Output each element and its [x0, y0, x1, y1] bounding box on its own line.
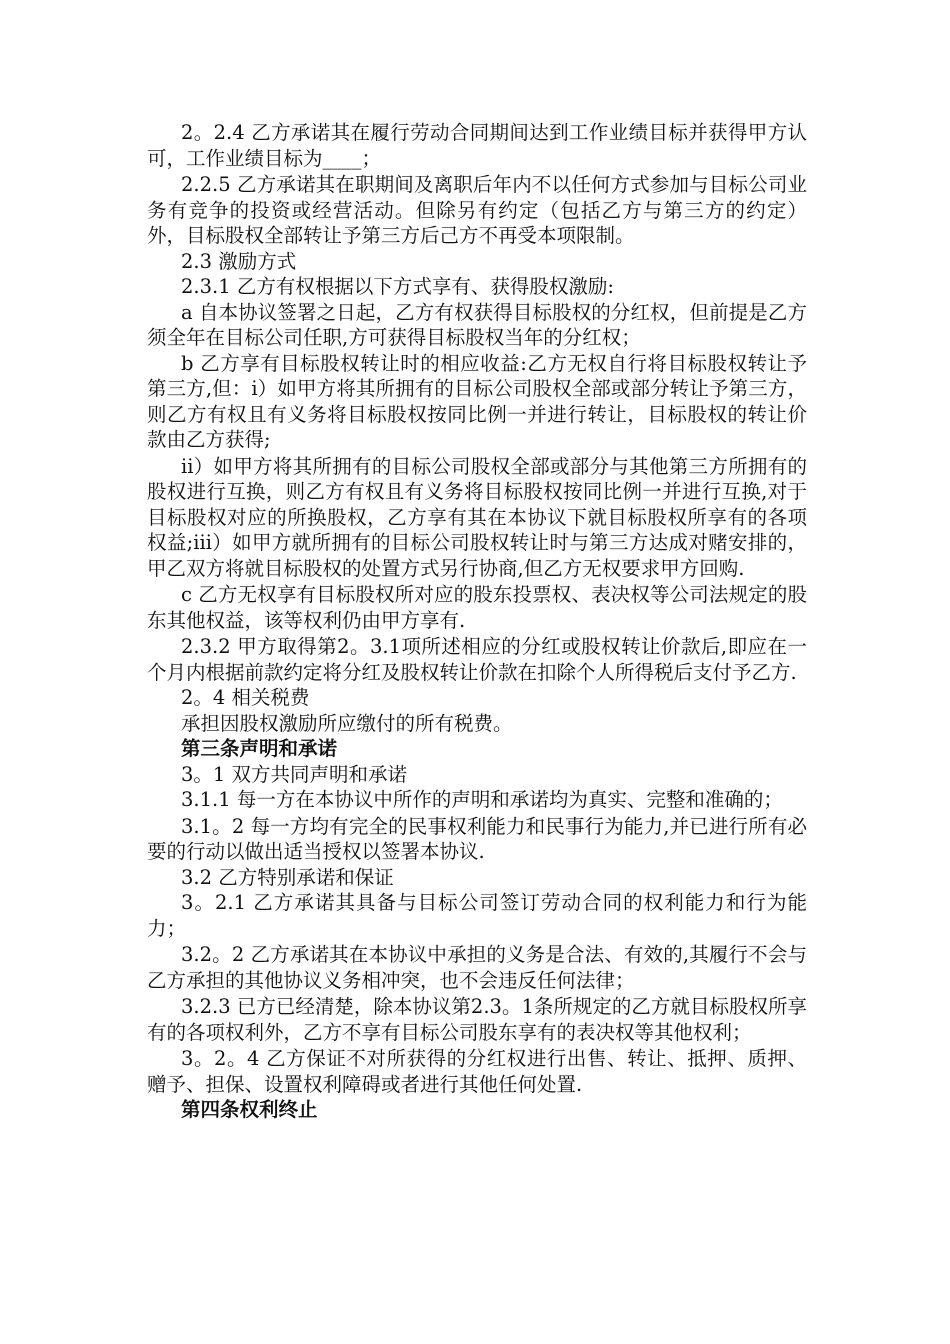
paragraph-2-3-1: 2.3.1 乙方有权根据以下方式享有、获得股权激励:	[181, 275, 614, 298]
paragraph-item-a: a 自本协议签署之日起，乙方有权获得目标股权的分红权，但前提是乙方须全年在目标公司任职,方可获得目标股权当年的分红权；	[147, 300, 807, 349]
paragraph-item-b: b 乙方享有目标股权转让时的相应收益:乙方无权自行将目标股权转让予第三方,但：i）如甲方将其所拥有的目标公司股权全部或部分转让予第三方，则乙方有权且有义务将目标股权按同比例一并进行转让，目标股权的转让价款由乙方获得;	[147, 351, 807, 451]
paragraph-3-1-2: 3.1。2 每一方均有完全的民事权利能力和民事行为能力,并已进行所有必要的行动以做出适当授权以签署本协议.	[147, 814, 807, 863]
paragraph-item-c: c 乙方无权享有目标股权所对应的股东投票权、表决权等公司法规定的股东其他权益，该等权利仍由甲方享有.	[147, 583, 807, 632]
paragraph-2-3-2: 2.3.2 甲方取得第2。3.1项所述相应的分红或股权转让价款后,即应在一个月内根据前款约定将分红及股权转让价款在扣除个人所得税后支付予乙方.	[147, 635, 807, 684]
paragraph-3-2-4: 3。2。4 乙方保证不对所获得的分红权进行出售、转让、抵押、质押、赠予、担保、设置权利障碍或者进行其他任何处置.	[147, 1047, 807, 1096]
heading-article-3: 第三条声明和承诺	[181, 737, 338, 760]
heading-article-4: 第四条权利终止	[181, 1098, 318, 1121]
paragraph-2-3: 2.3 激励方式	[181, 249, 297, 273]
paragraph-tax: 承担因股权激励所应缴付的所有税费。	[181, 711, 513, 735]
document-body	[147, 120, 807, 1123]
paragraph-2-2-5: 2.2.5 乙方承诺其在职期间及离职后年内不以任何方式参加与目标公司业务有竞争的投资或经营活动。但除另有约定（包括乙方与第三方的约定）外，目标股权全部转让予第三方后己方不再受本项限制。	[147, 173, 807, 247]
paragraph-3-2-1: 3。2.1 乙方承诺其具备与目标公司签订劳动合同的权利能力和行为能力；	[147, 891, 807, 940]
paragraph-3-1: 3。1 双方共同声明和承诺	[181, 762, 408, 786]
paragraph-3-2-2: 3.2。2 乙方承诺其在本协议中承担的义务是合法、有效的,其履行不会与乙方承担的其他协议义务相冲突，也不会违反任何法律；	[147, 943, 807, 992]
paragraph-item-ii: ii）如甲方将其所拥有的目标公司股权全部或部分与其他第三方所拥有的股权进行互换，则乙方有权且有义务将目标股权按同比例一并进行互换,对于目标股权对应的所换股权，乙方享有其在本协议下就目标股权所享有的各项权益;iii）如甲方就所拥有的目标公司股权转让时与第三方达成对赌安排的，甲乙双方将就目标股权的处置方式另行协商,但乙方无权要求甲方回购.	[147, 454, 807, 580]
paragraph-3-1-1: 3.1.1 每一方在本协议中所作的声明和承诺均为真实、完整和准确的；	[181, 788, 783, 811]
paragraph-2-2-4: 2。2.4 乙方承诺其在履行劳动合同期间达到工作业绩目标并获得甲方认可，工作业绩目标为____；	[147, 121, 807, 170]
paragraph-3-2: 3.2 乙方特别承诺和保证	[181, 865, 394, 889]
paragraph-2-4: 2。4 相关税费	[181, 686, 310, 709]
paragraph-3-2-3: 3.2.3 已方已经清楚，除本协议第2.3。1条所规定的乙方就目标股权所享有的各项权利外，乙方不享有目标公司股东享有的表决权等其他权利；	[147, 995, 807, 1044]
